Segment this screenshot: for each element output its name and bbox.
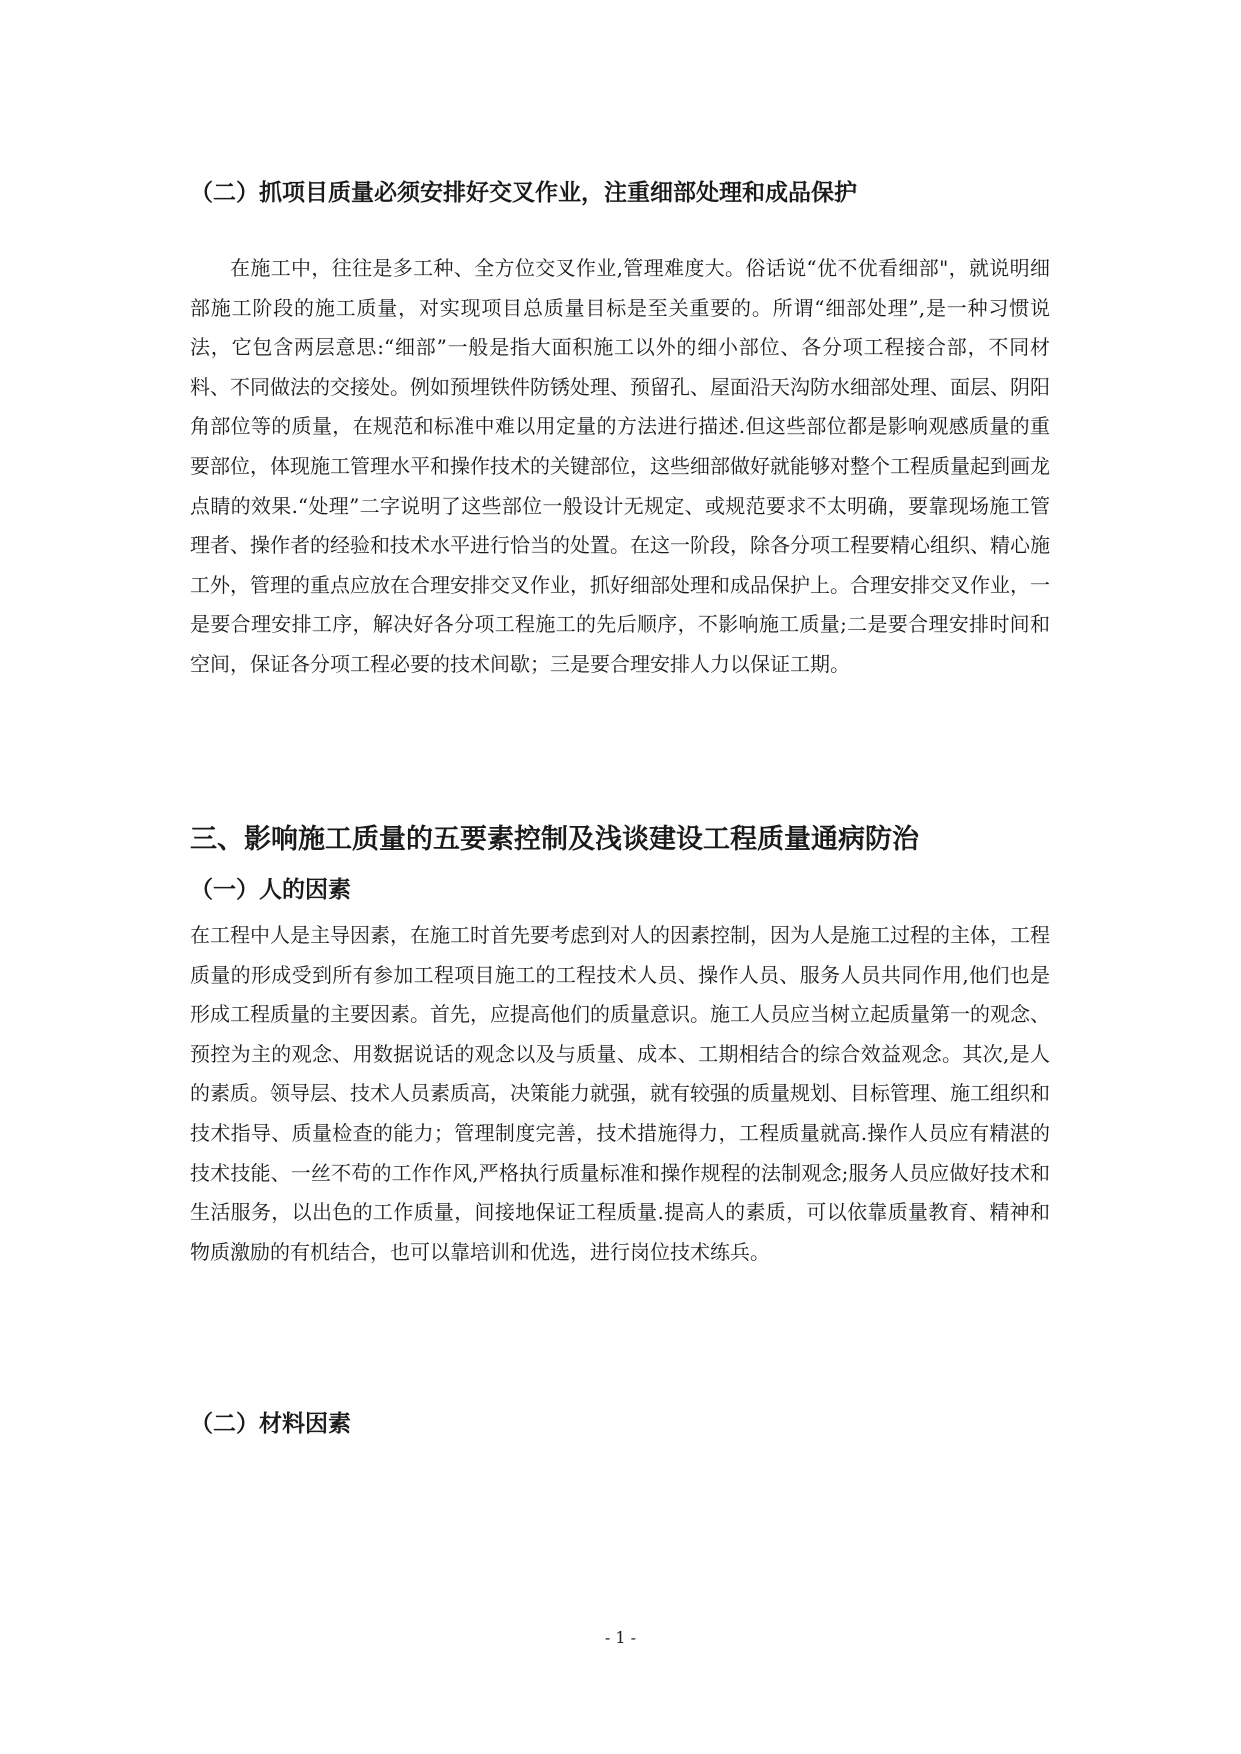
paragraph-human-factor: 在工程中人是主导因素，在施工时首先要考虑到对人的因素控制，因为人是施工过程的主体，工程质量的形成受到所有参加工程项目施工的工程技术人员、操作人员、服务人员共同作用,他们也是形成工程质量的主要因素。首先，应提高他们的质量意识。施工人员应当树立起质量第一的观念、预控为主的观念、用数据说话的观念以及与质量、成本、工期相结合的综合效益观念。其次,是人的素质。领导层、技术人员素质高，决策能力就强，就有较强的质量规划、目标管理、施工组织和技术指导、质量检查的能力；管理制度完善，技术措施得力，工程质量就高.操作人员应有精湛的技术技能、一丝不苟的工作作风,严格执行质量标准和操作规程的法制观念;服务人员应做好技术和生活服务，以出色的工作质量，间接地保证工程质量.提高人的素质，可以依靠质量教育、精神和物质激励的有机结合，也可以靠培训和优选，进行岗位技术练兵。 bbox=[190, 923, 1050, 1264]
section-heading-cross-work: （二）抓项目质量必须安排好交叉作业，注重细部处理和成品保护 bbox=[190, 180, 857, 206]
paragraph-cross-work: 在施工中，往往是多工种、全方位交叉作业,管理难度大。俗话说“优不优看细部"，就说明细部施工阶段的施工质量，对实现项目总质量目标是至关重要的。所谓“细部处理”,是一种习惯说法，它包含两层意思:“细部”一般是指大面积施工以外的细小部位、各分项工程接合部，不同材料、不同做法的交接处。例如预埋铁件防锈处理、预留孔、屋面沿天沟防水细部处理、面层、阴阳角部位等的质量，在规范和标准中难以用定量的方法进行描述.但这些部位都是影响观感质量的重要部位，体现施工管理水平和操作技术的关键部位，这些细部做好就能够对整个工程质量起到画龙点睛的效果.“处理”二字说明了这些部位一般设计无规定、或规范要求不太明确，要靠现场施工管理者、操作者的经验和技术水平进行恰当的处置。在这一阶段，除各分项工程要精心组织、精心施工外，管理的重点应放在合理安排交叉作业，抓好细部处理和成品保护上。合理安排交叉作业，一是要合理安排工序，解决好各分项工程施工的先后顺序，不影响施工质量;二是要合理安排时间和空间，保证各分项工程必要的技术间歇；三是要合理安排人力以保证工期。 bbox=[190, 256, 1050, 676]
chapter-heading-five-elements: 三、影响施工质量的五要素控制及浅谈建设工程质量通病防治 bbox=[190, 824, 919, 855]
section-heading-material-factor: （二）材料因素 bbox=[190, 1411, 351, 1437]
page-number: - 1 - bbox=[604, 1628, 637, 1647]
section-heading-human-factor: （一）人的因素 bbox=[190, 877, 351, 903]
